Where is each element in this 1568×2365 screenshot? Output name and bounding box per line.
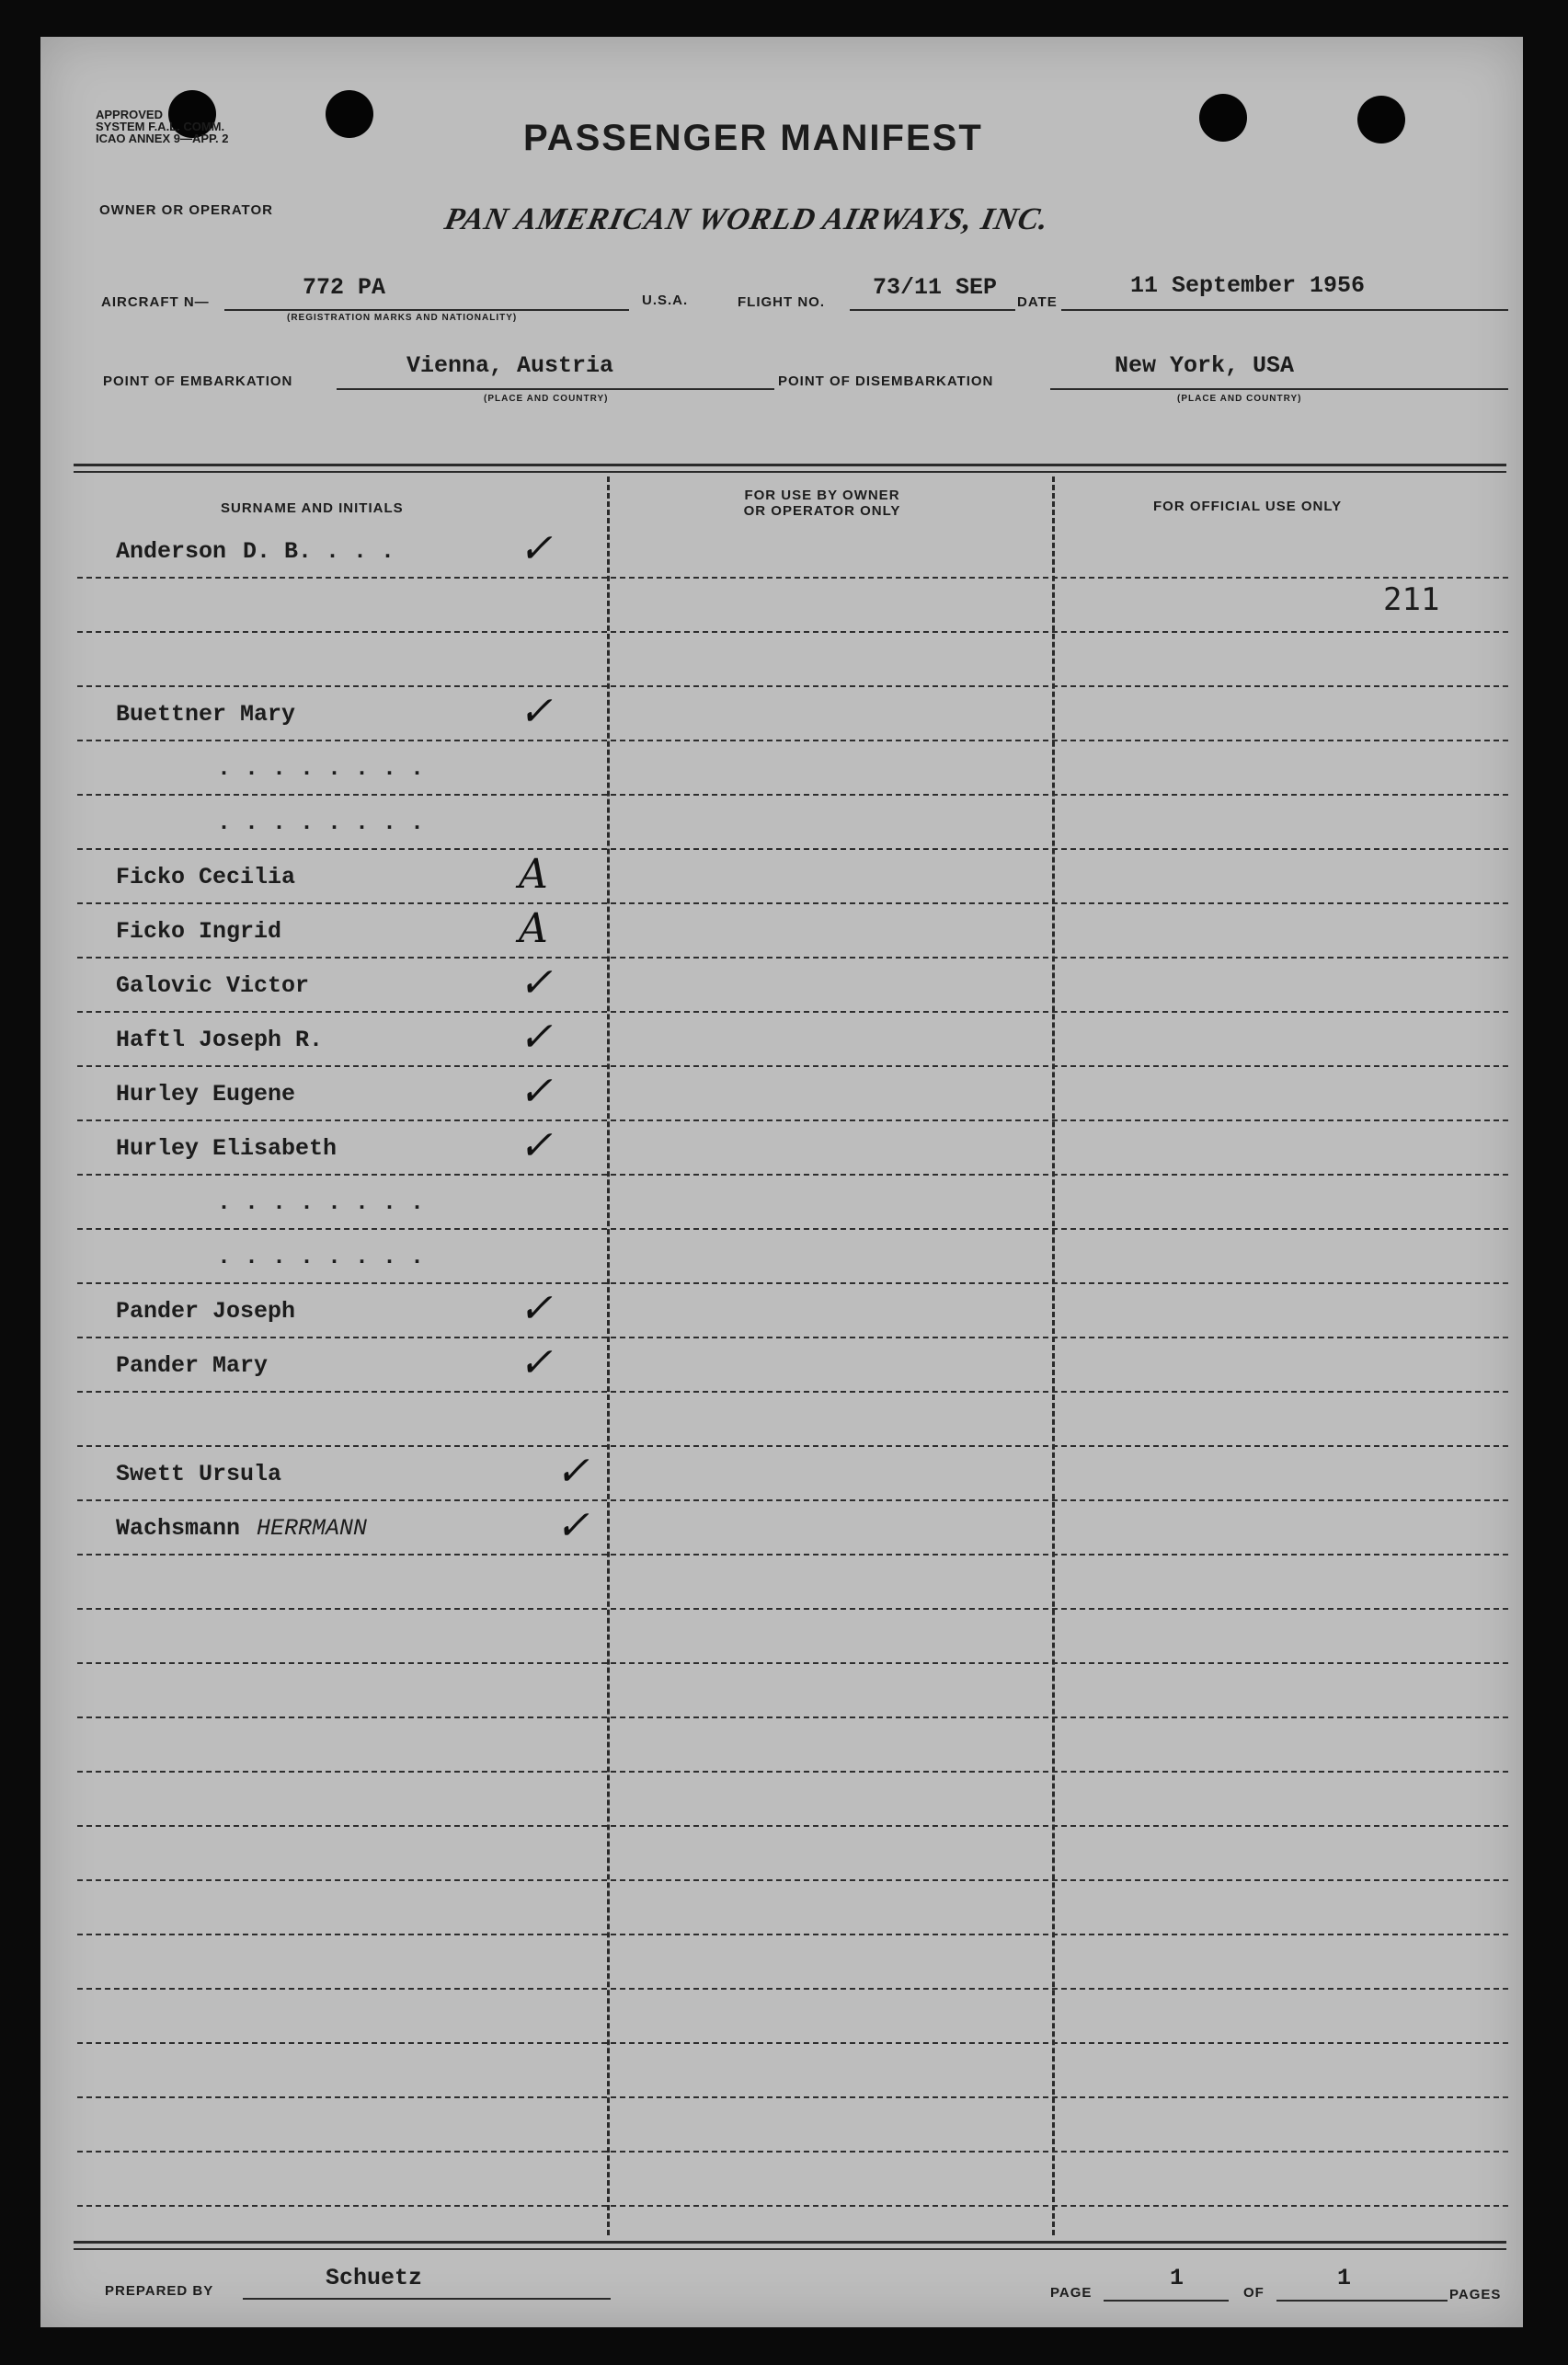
- table-row: [116, 592, 612, 629]
- official-number: 211: [1383, 581, 1440, 618]
- embarkation-value: Vienna, Austria: [406, 352, 614, 379]
- passenger-initials: D. B. . . .: [243, 538, 395, 565]
- passenger-initials: HERRMANN: [257, 1515, 368, 1542]
- row-line: [77, 1282, 1508, 1284]
- usa-label: U.S.A.: [642, 293, 689, 308]
- table-row: [116, 1406, 612, 1443]
- blank-row-line: [77, 2042, 1508, 2044]
- table-row: [116, 1515, 612, 1552]
- table-row: [116, 1461, 612, 1498]
- table-row: [116, 1244, 612, 1280]
- row-line: [77, 1174, 1508, 1176]
- aircraft-value: 772 PA: [303, 274, 386, 301]
- blank-row-line: [77, 2151, 1508, 2153]
- row-line: [77, 1011, 1508, 1013]
- passenger-name: Pander Mary: [116, 1352, 269, 1379]
- row-line: [77, 1337, 1508, 1338]
- passenger-name: Pander Joseph: [116, 1298, 296, 1325]
- table-row: [116, 1189, 612, 1226]
- punch-hole: [1199, 94, 1247, 142]
- blank-row-line: [77, 1879, 1508, 1881]
- flight-label: FLIGHT NO.: [738, 294, 825, 310]
- of-label: OF: [1243, 2285, 1265, 2301]
- date-label: DATE: [1017, 294, 1058, 310]
- place-caption: (PLACE AND COUNTRY): [484, 394, 609, 404]
- prepared-label: PREPARED BY: [105, 2283, 214, 2299]
- embarkation-label: POINT OF EMBARKATION: [103, 373, 293, 389]
- check-mark: ✓: [519, 688, 553, 735]
- disembarkation-label: POINT OF DISEMBARKATION: [778, 373, 994, 389]
- passenger-initials: . . . . . . . .: [217, 755, 425, 782]
- flight-value: 73/11 SEP: [873, 274, 998, 301]
- row-line: [77, 1065, 1508, 1067]
- col-owner-header: FOR USE BY OWNER OR OPERATOR ONLY: [743, 488, 901, 519]
- row-line: [77, 740, 1508, 741]
- row-line: [77, 957, 1508, 959]
- row-line: [77, 1554, 1508, 1556]
- disembarkation-value: New York, USA: [1115, 352, 1295, 379]
- row-line: [77, 1228, 1508, 1230]
- blank-row-line: [77, 1716, 1508, 1718]
- col-official-header: FOR OFFICIAL USE ONLY: [1153, 499, 1343, 514]
- aircraft-label: AIRCRAFT N—: [101, 294, 210, 310]
- check-mark: ✓: [519, 959, 553, 1006]
- page-label: PAGE: [1050, 2285, 1093, 2301]
- of-value: 1: [1337, 2265, 1352, 2291]
- blank-row-line: [77, 2205, 1508, 2207]
- passenger-name: Hurley Eugene: [116, 1081, 296, 1108]
- passenger-name: Ficko Cecilia: [116, 864, 296, 890]
- punch-hole: [1357, 96, 1405, 144]
- row-line: [77, 1445, 1508, 1447]
- check-mark: ✓: [519, 1014, 553, 1061]
- prepared-value: Schuetz: [326, 2265, 423, 2291]
- passenger-name: Swett Ursula: [116, 1461, 282, 1487]
- row-line: [77, 848, 1508, 850]
- check-mark: ✓: [555, 1502, 589, 1549]
- col-surname-header: SURNAME AND INITIALS: [221, 500, 404, 516]
- row-line: [77, 1499, 1508, 1501]
- passenger-name: Anderson: [116, 538, 227, 565]
- place-caption-2: (PLACE AND COUNTRY): [1177, 394, 1302, 404]
- page-value: 1: [1170, 2265, 1185, 2291]
- passenger-initials: . . . . . . . .: [217, 1189, 425, 1216]
- check-mark: A: [519, 905, 548, 952]
- blank-row-line: [77, 1825, 1508, 1827]
- blank-row-line: [77, 1608, 1508, 1610]
- registration-caption: (REGISTRATION MARKS AND NATIONALITY): [287, 313, 518, 323]
- table-row: [116, 647, 612, 683]
- passenger-name: Ficko Ingrid: [116, 918, 282, 945]
- approval-stamp: APPROVED SYSTEM F.A.L. COMM. ICAO ANNEX 9—APP. 2: [96, 108, 229, 145]
- table-row: [116, 755, 612, 792]
- owner-label: OWNER OR OPERATOR: [99, 202, 273, 218]
- check-mark: ✓: [519, 1068, 553, 1115]
- check-mark: ✓: [519, 525, 553, 572]
- passenger-name: Buettner Mary: [116, 701, 296, 728]
- table-row: [116, 809, 612, 846]
- blank-row-line: [77, 1662, 1508, 1664]
- row-line: [77, 1391, 1508, 1393]
- row-line: [77, 577, 1508, 579]
- check-mark: ✓: [519, 1339, 553, 1386]
- row-line: [77, 631, 1508, 633]
- row-line: [77, 794, 1508, 796]
- blank-row-line: [77, 1771, 1508, 1773]
- row-line: [77, 685, 1508, 687]
- check-mark: A: [519, 851, 548, 898]
- check-mark: ✓: [519, 1285, 553, 1332]
- check-mark: ✓: [519, 1122, 553, 1169]
- check-mark: ✓: [555, 1448, 589, 1495]
- operator-logo: PAN AMERICAN WORLD AIRWAYS, INC.: [441, 202, 1053, 236]
- blank-row-line: [77, 1988, 1508, 1990]
- date-value: 11 September 1956: [1130, 272, 1366, 299]
- row-line: [77, 1119, 1508, 1121]
- passenger-name: Galovic Victor: [116, 972, 310, 999]
- page-title: PASSENGER MANIFEST: [523, 118, 983, 158]
- manifest-sheet: [40, 37, 1523, 2327]
- punch-hole: [326, 90, 373, 138]
- passenger-initials: . . . . . . . .: [217, 809, 425, 836]
- row-line: [77, 902, 1508, 904]
- blank-row-line: [77, 1934, 1508, 1935]
- passenger-name: Haftl Joseph R.: [116, 1027, 324, 1053]
- passenger-name: Hurley Elisabeth: [116, 1135, 338, 1162]
- blank-row-line: [77, 2096, 1508, 2098]
- pages-label: PAGES: [1449, 2287, 1502, 2302]
- passenger-initials: . . . . . . . .: [217, 1244, 425, 1270]
- passenger-name: Wachsmann: [116, 1515, 241, 1542]
